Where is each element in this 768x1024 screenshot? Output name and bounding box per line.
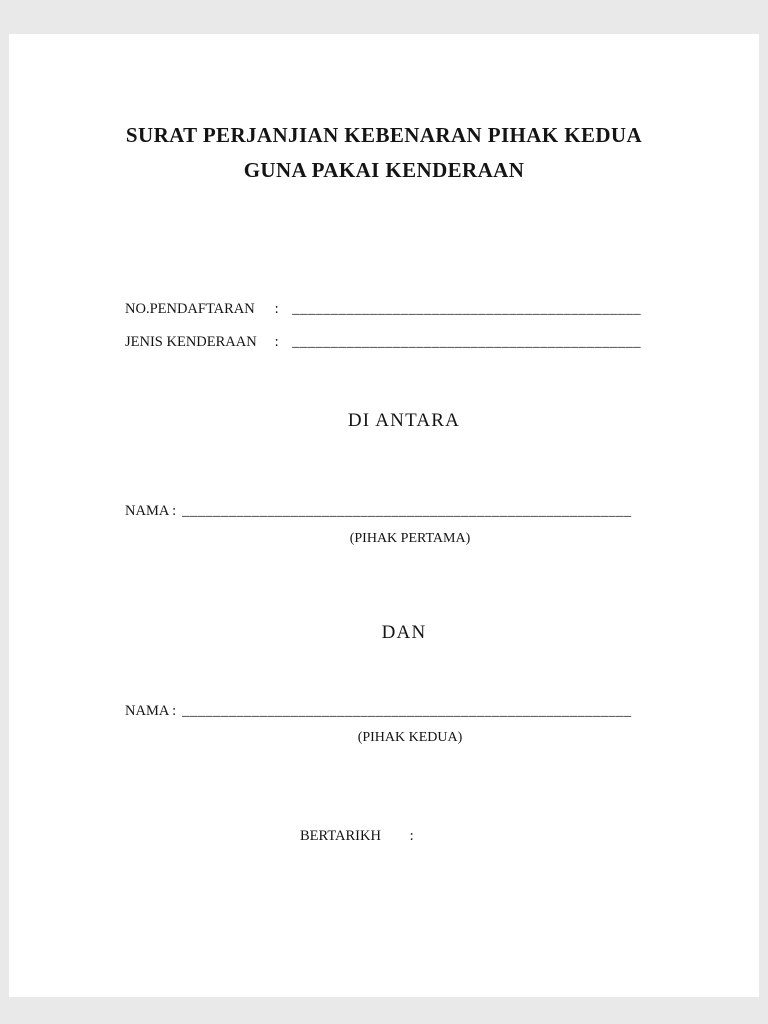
first-party-name-blank-line: __________________________________________________________ [182,503,632,519]
between-heading: DI ANTARA [347,410,461,431]
date-field [300,828,414,844]
document-title-line1: SURAT PERJANJIAN KEBENARAN PIHAK KEDUA [125,123,643,147]
vehicle-type-colon: : [274,334,279,350]
date-label: BERTARIKH [300,828,381,844]
registration-fields [125,301,641,367]
second-party-caption: (PIHAK KEDUA) [357,730,463,745]
registration-number-field [125,301,641,317]
document-title [9,118,759,188]
registration-number-label: NO.PENDAFTARAN [125,301,255,317]
document-title-line2: GUNA PAKAI KENDERAAN [243,158,525,182]
vehicle-type-blank-line: _____________________________________________ [292,334,641,350]
and-heading: DAN [381,622,427,643]
vehicle-type-field [125,334,641,350]
vehicle-type-label: JENIS KENDERAAN [125,334,257,350]
first-party-caption: (PIHAK PERTAMA) [349,531,471,546]
second-party-name-field [125,703,632,719]
document-page [9,34,759,997]
first-party-name-field [125,503,632,519]
registration-number-colon: : [274,301,279,317]
first-party-name-label: NAMA : [125,503,177,519]
second-party-name-label: NAMA : [125,703,177,719]
registration-number-blank-line: _____________________________________________ [292,301,641,317]
date-colon: : [409,828,414,844]
second-party-name-blank-line: __________________________________________________________ [182,703,632,719]
